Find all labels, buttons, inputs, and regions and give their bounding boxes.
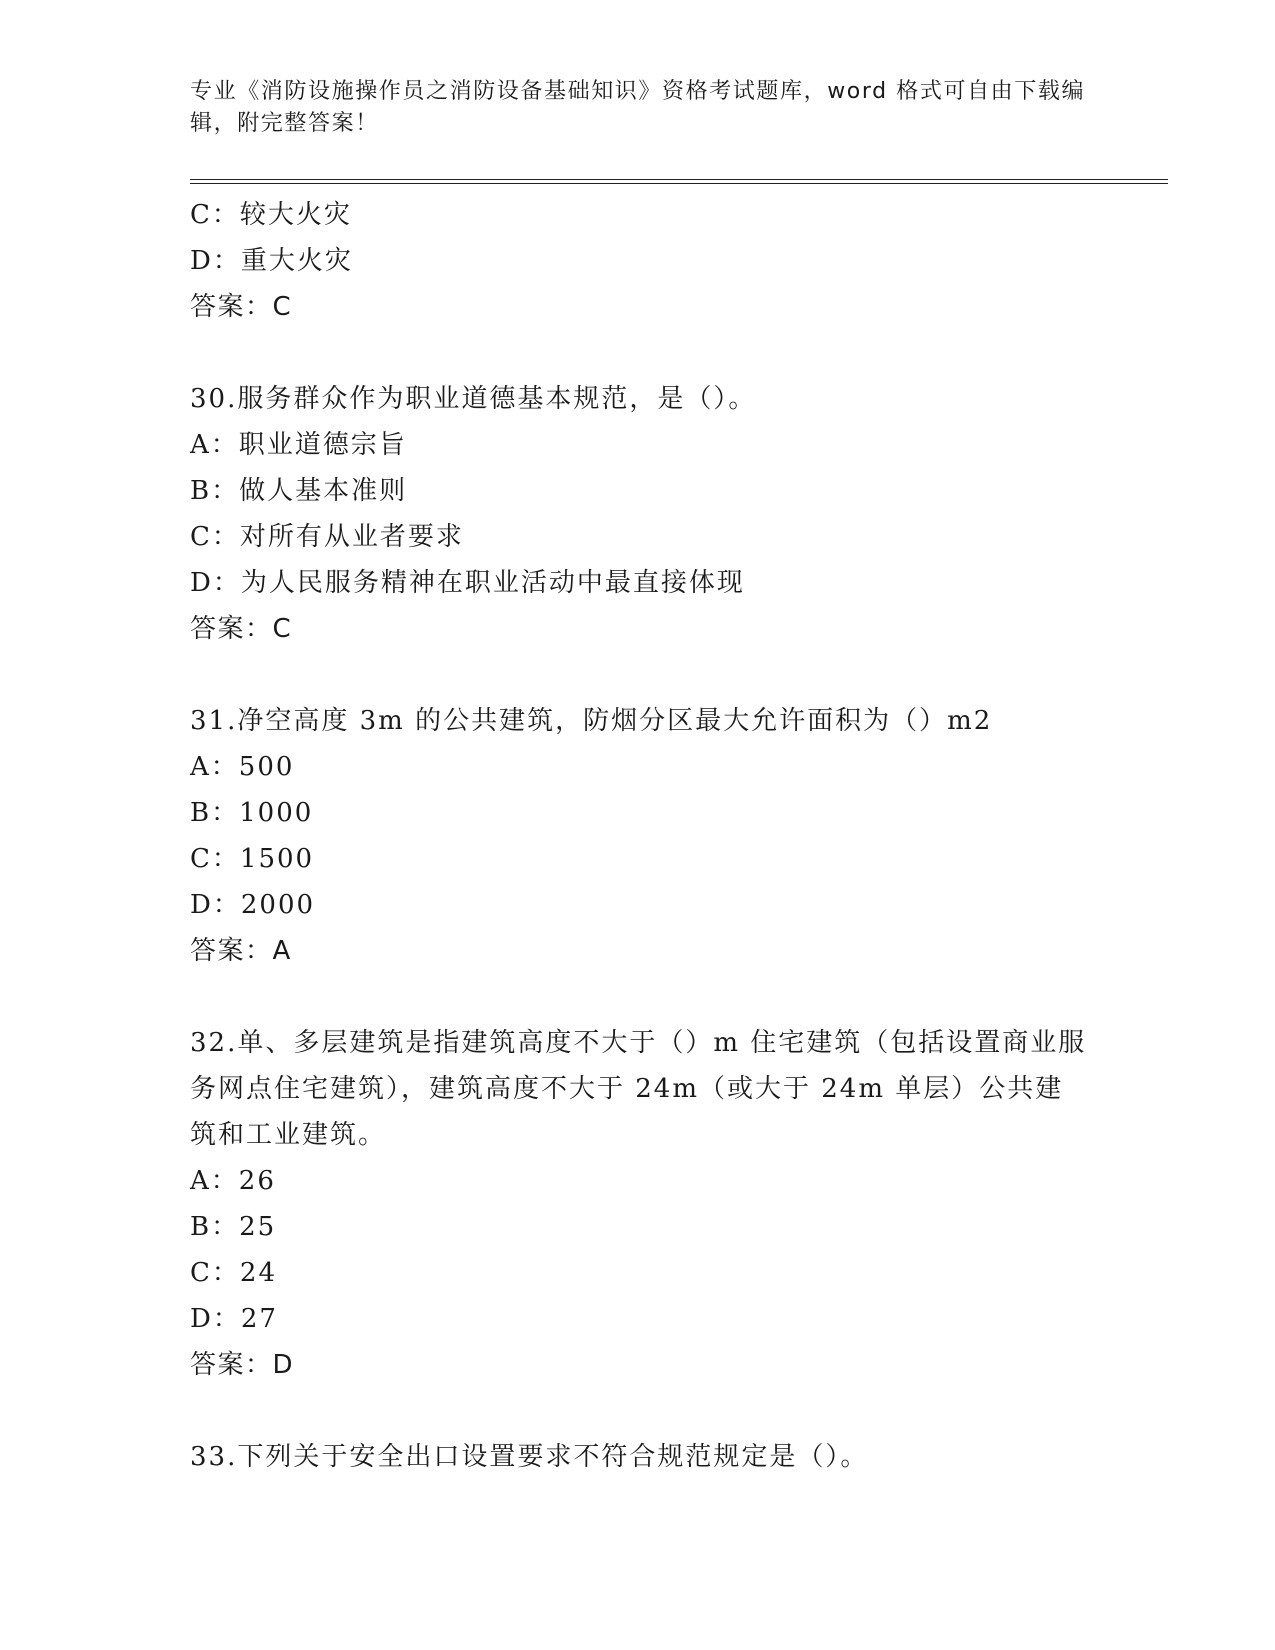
option-line — [190, 192, 1150, 238]
option-label: C： — [190, 1258, 240, 1288]
question-stem: 33.下列关于安全出口设置要求不符合规范规定是（）。 — [190, 1442, 869, 1472]
option-label: A： — [190, 1166, 239, 1196]
option-line — [190, 560, 1150, 606]
option-line — [190, 836, 1150, 882]
option-text: 25 — [239, 1212, 277, 1242]
answer-line: 答案：C — [190, 614, 293, 644]
option-line — [190, 1250, 1150, 1296]
option-label: B： — [190, 476, 240, 506]
option-line — [190, 790, 1150, 836]
option-text: 1000 — [239, 798, 314, 828]
option-text: 24 — [239, 1258, 277, 1288]
spacer — [190, 974, 1150, 1020]
option-line — [190, 468, 1150, 514]
option-text: 2000 — [240, 890, 316, 920]
option-line — [190, 744, 1150, 790]
option-text: 500 — [238, 752, 295, 782]
option-line — [190, 514, 1150, 560]
spacer — [190, 1388, 1150, 1434]
option-text: 较大火灾 — [239, 200, 352, 230]
option-line — [190, 238, 1150, 284]
spacer — [190, 330, 1150, 376]
option-line — [190, 1296, 1150, 1342]
option-label: D： — [190, 1304, 241, 1334]
option-text: 1500 — [239, 844, 315, 874]
answer-line: 答案：A — [190, 936, 292, 966]
option-line — [190, 1158, 1150, 1204]
spacer — [190, 652, 1150, 698]
option-line — [190, 1204, 1150, 1250]
option-label: C： — [190, 200, 240, 230]
answer-line: 答案：C — [190, 292, 293, 322]
option-text: 重大火灾 — [240, 246, 353, 276]
question-stem: 32.单、多层建筑是指建筑高度不大于（）m 住宅建筑（包括设置商业服务网点住宅建筑），建筑高度不大于 24m（或大于 24m 单层）公共建筑和工业建筑。 — [190, 1028, 1087, 1150]
answer-line: 答案：D — [190, 1350, 295, 1380]
question-stem: 30.服务群众作为职业道德基本规范，是（）。 — [190, 384, 757, 414]
option-text: 26 — [238, 1166, 276, 1196]
option-label: C： — [190, 844, 240, 874]
option-text: 对所有从业者要求 — [239, 522, 464, 552]
option-text: 做人基本准则 — [239, 476, 408, 506]
option-line — [190, 882, 1150, 928]
option-label: B： — [190, 798, 240, 828]
option-label: B： — [190, 1212, 240, 1242]
header-divider-bottom — [190, 183, 1168, 184]
option-label: D： — [190, 246, 241, 276]
option-label: A： — [190, 430, 239, 460]
header-divider-top — [190, 179, 1168, 180]
question-stem: 31.净空高度 3m 的公共建筑，防烟分区最大允许面积为（）m2 — [190, 706, 993, 736]
option-label: A： — [190, 752, 239, 782]
option-text: 为人民服务精神在职业活动中最直接体现 — [240, 568, 745, 598]
option-text: 职业道德宗旨 — [238, 430, 407, 460]
option-line — [190, 422, 1150, 468]
option-label: D： — [190, 568, 241, 598]
option-label: D： — [190, 890, 241, 920]
option-label: C： — [190, 522, 240, 552]
question-content — [190, 192, 1150, 1480]
option-text: 27 — [240, 1304, 278, 1334]
page-header: 专业《消防设施操作员之消防设备基础知识》资格考试题库，word 格式可自由下载编辑，附完整答案！ — [190, 79, 1086, 136]
